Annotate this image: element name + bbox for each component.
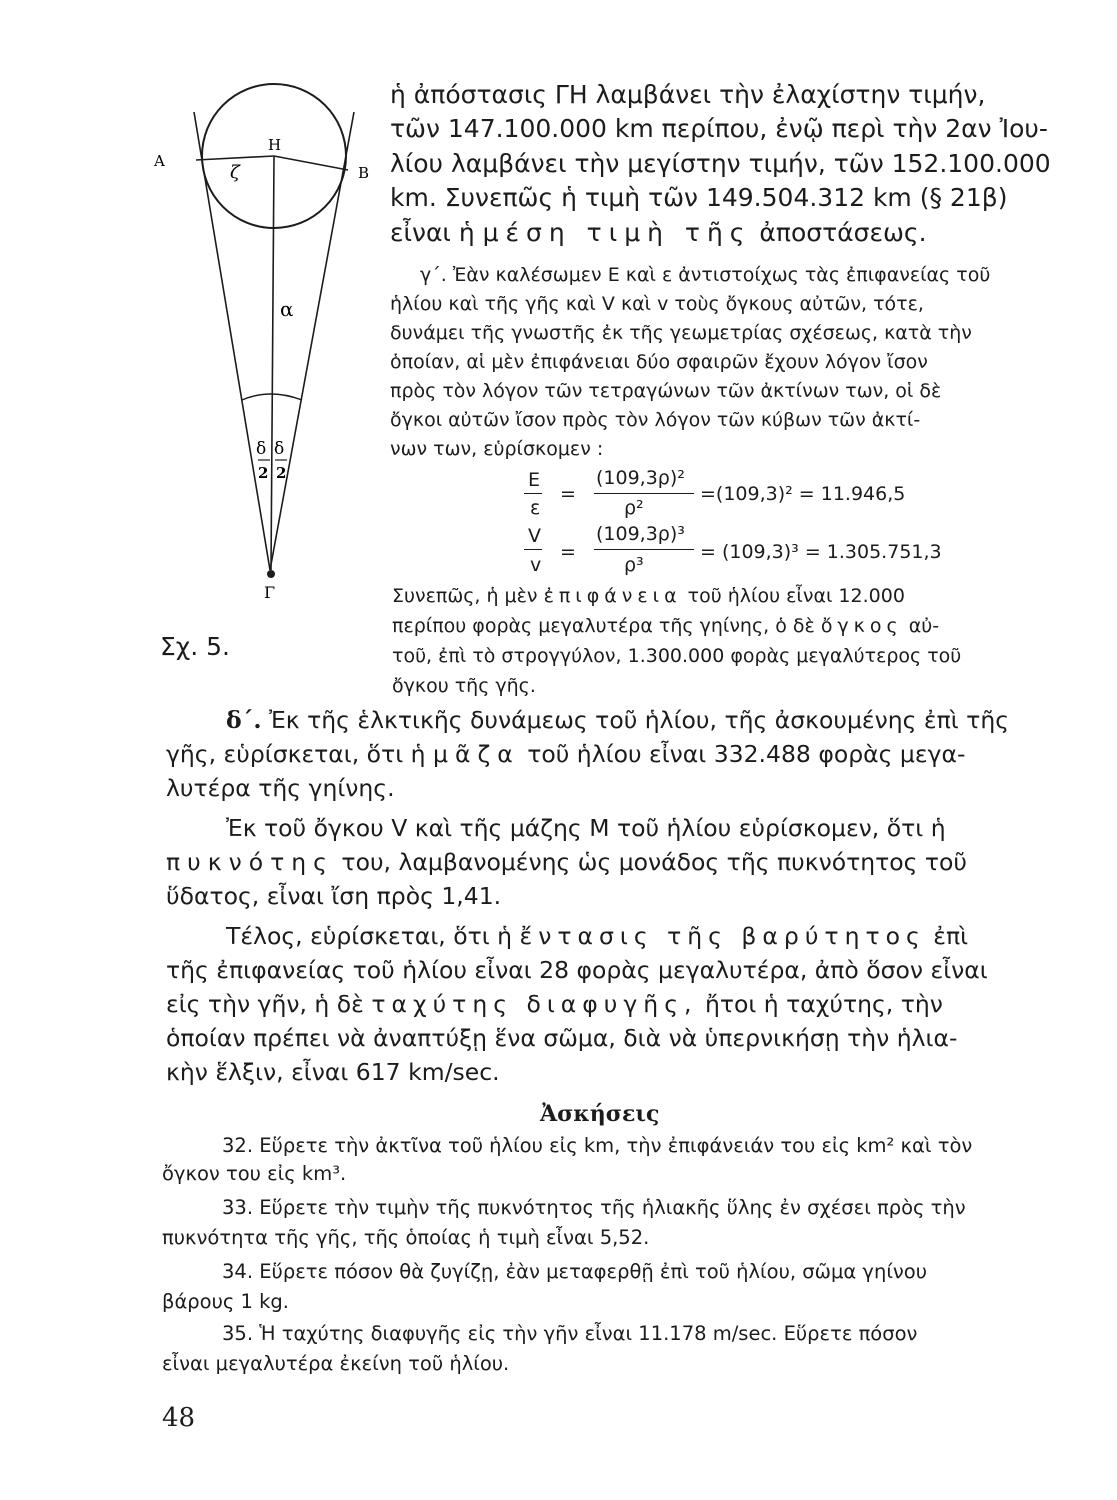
exercise-34-line-2: βάρους 1 kg. [162, 1290, 290, 1313]
formula1-denominator: ε [530, 497, 541, 519]
label-H: Η [268, 136, 282, 154]
gamma-line-7: νων των, εὑρίσκομεν : [390, 438, 604, 460]
axis-line [271, 156, 274, 570]
label-zeta: ζ [230, 162, 240, 183]
formula1-numerator-2: (109,3ρ)² [596, 467, 685, 489]
gravity-line-1: Τέλος, εὑρίσκεται, ὅτι ἡ ἔντασις τῆς βαρύτητος ἐπὶ [226, 922, 969, 950]
gravity-line-4: ὁποίαν πρέπει νὰ ἀναπτύξῃ ἕνα σῶμα, διὰ νὰ ὑπερνικήσῃ τὴν ἡλια- [166, 1024, 958, 1052]
label-G: Γ [264, 583, 276, 602]
label-B: Β [358, 164, 370, 182]
exercise-34-line-1: 34. Εὕρετε πόσον θὰ ζυγίζῃ, ἐὰν μεταφερθῇ ἐπὶ τοῦ ἡλίου, σῶμα γηίνου [222, 1260, 928, 1283]
earth-point [267, 570, 275, 578]
delta-line-3: λυτέρα τῆς γηίνης. [166, 774, 395, 802]
exercise-32-line-1: 32. Εὕρετε τὴν ἀκτῖνα τοῦ ἡλίου εἰς km, τὴν ἐπιφάνειάν του εἰς km² καὶ τὸν [222, 1134, 973, 1157]
gamma-line-5: πρὸς τὸν λόγον τῶν τετραγώνων τῶν ἀκτίνων των, οἱ δὲ [390, 380, 942, 402]
main-line-5: εἶναι ἡ μέση τιμὴ τῆς ἀποστάσεως. [390, 218, 927, 247]
exercise-35-line-2: εἶναι μεγαλυτέρα ἐκείνη τοῦ ἡλίου. [162, 1352, 510, 1375]
formula1-equals: = [560, 483, 576, 505]
exercise-32-line-2: ὄγκον του εἰς km³. [162, 1162, 347, 1185]
figure-caption: Σχ. 5. [160, 632, 230, 661]
gamma-line-2: ἡλίου καὶ τῆς γῆς καὶ V καὶ v τοὺς ὄγκους αὐτῶν, τότε, [390, 293, 924, 315]
emphasis-volume: ὄγκος [820, 615, 903, 637]
delta-line-2: γῆς, εὑρίσκεται, ὅτι ἡ μᾶζα τοῦ ἡλίου εἶναι 332.488 φορὰς μεγα- [166, 740, 966, 768]
formula2-numerator-2: (109,3ρ)³ [596, 523, 685, 545]
emphasis-surface: ἐπιφάνεια [543, 585, 682, 607]
right-tangent-line [270, 112, 354, 570]
formula1-bar-2 [594, 493, 694, 494]
formula2-denominator-2: ρ³ [624, 554, 644, 576]
exercise-33-line-1: 33. Εὕρετε τὴν τιμὴν τῆς πυκνότητος τῆς ἡλιακῆς ὕλης ἐν σχέσει πρὸς τὴν [222, 1196, 966, 1219]
main-line-4: km. Συνεπῶς ἡ τιμὴ τῶν 149.504.312 km (§ 21β) [390, 183, 1008, 212]
gamma-line-3: δυνάμει τῆς γνωστῆς ἐκ τῆς γεωμετρίας σχέσεως, κατὰ τὴν [390, 322, 972, 344]
conclusion-line-4: ὄγκου τῆς γῆς. [392, 675, 536, 697]
delta-line-1: δ΄. Ἐκ τῆς ἑλκτικῆς δυνάμεως τοῦ ἡλίου, τῆς ἀσκουμένης ἐπὶ τῆς [226, 706, 1009, 734]
label-two-right: 2 [276, 464, 287, 482]
density-line-2: πυκνότης του, λαμβανομένης ὡς μονάδος τῆς πυκνότητος τοῦ [166, 848, 968, 876]
main-line-2: τῶν 147.100.000 km περίπου, ἐνῷ περὶ τὴν 2αν Ἰου- [390, 114, 1048, 143]
gamma-line-6: ὄγκοι αὐτῶν ἴσον πρὸς τὸν λόγον τῶν κύβων τῶν ἀκτί- [390, 409, 921, 431]
formula2-result: = (109,3)³ = 1.305.751,3 [700, 541, 942, 563]
emphasis-mean-value: μέση τιμὴ τῆς [482, 218, 752, 247]
figure-5-diagram [150, 70, 390, 630]
page-number: 48 [162, 1403, 196, 1433]
formula1-result: =(109,3)² = 11.946,5 [700, 483, 906, 505]
label-A: Α [154, 152, 165, 170]
emphasis-escape-velocity: ταχύτης διαφυγῆς, [371, 990, 698, 1018]
formula1-denominator-2: ρ² [624, 497, 644, 519]
conclusion-line-2: περίπου φορὰς μεγαλυτέρα τῆς γηίνης, ὁ δὲ ὄγκος αὐ- [392, 615, 940, 637]
emphasis-density: πυκνότης [166, 848, 334, 876]
label-alpha: α [280, 297, 294, 321]
delta-mark: δ΄. [226, 706, 262, 734]
main-line-3: λίου λαμβάνει τὴν μεγίστην τιμήν, τῶν 152.100.000 [390, 149, 1051, 178]
formula2-bar-2 [594, 549, 694, 550]
emphasis-gravity: ἔντασις τῆς βαρύτητος [519, 922, 926, 950]
radius-left [196, 156, 274, 160]
density-line-3: ὕδατος, εἶναι ἴση πρὸς 1,41. [166, 882, 502, 910]
conclusion-line-1: Συνεπῶς, ἡ μὲν ἐπιφάνεια τοῦ ἡλίου εἶναι 12.000 [392, 585, 905, 607]
gravity-line-2: τῆς ἐπιφανείας τοῦ ἡλίου εἶναι 28 φορὰς μεγαλυτέρα, ἀπὸ ὅσον εἶναι [166, 956, 988, 984]
formula2-bar [524, 549, 542, 550]
gamma-line-4: ὁποίαν, αἱ μὲν ἐπιφάνειαι δύο σφαιρῶν ἔχουν λόγον ἴσον [390, 351, 928, 373]
density-line-1: Ἐκ τοῦ ὄγκου V καὶ τῆς μάζης Μ τοῦ ἡλίου εὑρίσκομεν, ὅτι ἡ [226, 814, 946, 842]
formula2-denominator: v [530, 554, 542, 576]
label-two-left: 2 [258, 464, 269, 482]
label-delta-left: δ [256, 439, 267, 459]
formula1-numerator: Ε [528, 469, 541, 491]
formula2-numerator: V [528, 525, 541, 547]
gravity-line-5: κὴν ἕλξιν, εἶναι 617 km/sec. [166, 1058, 500, 1086]
formula1-bar [524, 493, 542, 494]
exercise-33-line-2: πυκνότητα τῆς γῆς, τῆς ὁποίας ἡ τιμὴ εἶναι 5,52. [162, 1226, 650, 1249]
gamma-line-1: γ΄. Ἐὰν καλέσωμεν Ε καὶ ε ἀντιστοίχως τὰς ἐπιφανείας τοῦ [420, 264, 991, 286]
radius-right [274, 156, 348, 170]
exercise-35-line-1: 35. Ἡ ταχύτης διαφυγῆς εἰς τὴν γῆν εἶναι 11.178 m/sec. Εὕρετε πόσον [222, 1322, 918, 1345]
gravity-line-3: εἰς τὴν γῆν, ἡ δὲ ταχύτης διαφυγῆς, ἤτοι ἡ ταχύτης, τὴν [166, 990, 943, 1018]
exercises-heading: Ἀσκήσεις [540, 1101, 660, 1127]
conclusion-line-3: τοῦ, ἐπὶ τὸ στρογγύλον, 1.300.000 φορὰς μεγαλύτερος τοῦ [392, 645, 962, 667]
emphasis-mass: μᾶζα [433, 740, 520, 768]
main-line-1: ἡ ἀπόστασις ΓΗ λαμβάνει τὴν ἐλαχίστην τιμήν, [390, 80, 986, 109]
label-delta-right: δ [274, 439, 285, 459]
formula2-equals: = [560, 541, 576, 563]
